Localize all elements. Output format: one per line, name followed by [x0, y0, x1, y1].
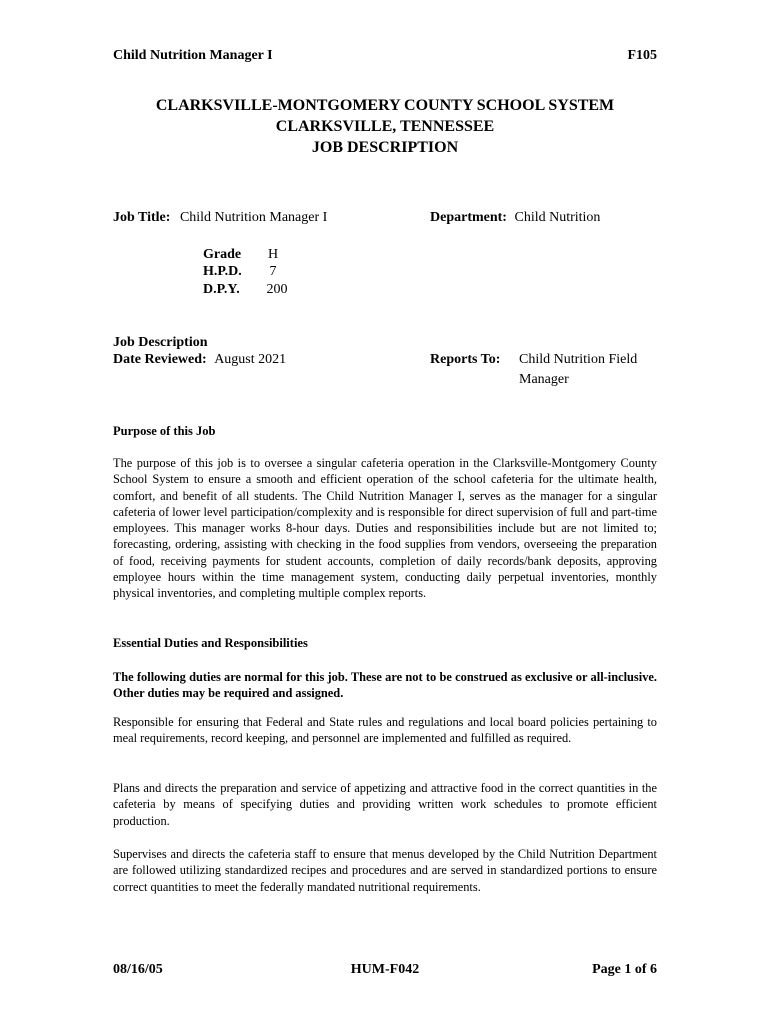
duty-item: Supervises and directs the cafeteria staff to ensure that menus developed by the Child Nutrition Department are followed utilizing standardized recipes and procedures and are served in standardized portions to ensure correct quantities to meet the federally mandated nutritional requirements. — [113, 847, 657, 894]
title-organization: CLARKSVILLE-MONTGOMERY COUNTY SCHOOL SYSTEM — [155, 97, 615, 114]
date-reviewed-label: Date Reviewed: — [113, 352, 207, 367]
hpd-value: 7 — [269, 264, 277, 279]
purpose-heading: Purpose of this Job — [113, 424, 216, 438]
title-location: CLARKSVILLE, TENNESSEE — [275, 118, 495, 135]
job-title-label: Job Title: — [113, 210, 171, 225]
hpd-label: H.P.D. — [203, 264, 242, 279]
duties-note: The following duties are normal for this job. These are not to be construed as exclusive or all-inclusive. Other duties may be required and assigned. — [113, 670, 657, 701]
title-document-type: JOB DESCRIPTION — [311, 139, 459, 156]
reports-to-label: Reports To: — [430, 352, 501, 367]
date-reviewed-row — [113, 352, 286, 368]
date-reviewed-value: August 2021 — [214, 352, 287, 367]
grade-value: H — [267, 247, 279, 262]
department-row — [430, 210, 600, 226]
purpose-paragraph: The purpose of this job is to oversee a singular cafeteria operation in the Clarksville-Montgomery County School System to ensure a smooth and efficient operation of the school cafeteria for the ultimate health, comfort, and benefit of all students. The Child Nutrition Manager I, serves as the manager for a singular cafeteria of lower level participation/complexity and is responsible for direct supervision of full and part-time employees. This manager works 8-hour days. Duties and responsibilities include but are not limited to; forecasting, ordering, assisting with checking in the food supplies from vendors, overseeing the preparation of food, receiving payments for student accounts, completion of daily records/bank deposits, approving employee hours within the time management system, conducting daily perpetual inventories, monthly physical inventories, and completing multiple complex reports. — [113, 456, 657, 601]
job-title-row — [113, 210, 327, 226]
header-form-code: F105 — [627, 48, 657, 63]
reports-to-value-line2: Manager — [519, 372, 569, 387]
duty-item: Plans and directs the preparation and service of appetizing and attractive food in the correct quantities in the cafeteria by means of specifying duties and providing written work schedules to promote efficient production. — [113, 781, 657, 828]
dpy-label: D.P.Y. — [203, 282, 240, 297]
job-description-label: Job Description — [113, 335, 208, 350]
department-label: Department: — [430, 210, 507, 225]
footer-code: HUM-F042 — [350, 962, 420, 977]
footer-page-number: Page 1 of 6 — [592, 962, 657, 977]
dpy-value: 200 — [266, 282, 288, 297]
footer-date: 08/16/05 — [113, 962, 163, 977]
reports-to-value-line1: Child Nutrition Field — [519, 352, 638, 367]
duty-item: Responsible for ensuring that Federal and State rules and regulations and local board policies pertaining to meal requirements, record keeping, and personnel are implemented and fulfilled as required. — [113, 715, 657, 746]
department-value: Child Nutrition — [514, 210, 601, 225]
duties-heading: Essential Duties and Responsibilities — [113, 636, 308, 650]
job-title-value: Child Nutrition Manager I — [179, 210, 328, 225]
header-document-name: Child Nutrition Manager I — [113, 48, 273, 63]
grade-label: Grade — [203, 247, 242, 262]
